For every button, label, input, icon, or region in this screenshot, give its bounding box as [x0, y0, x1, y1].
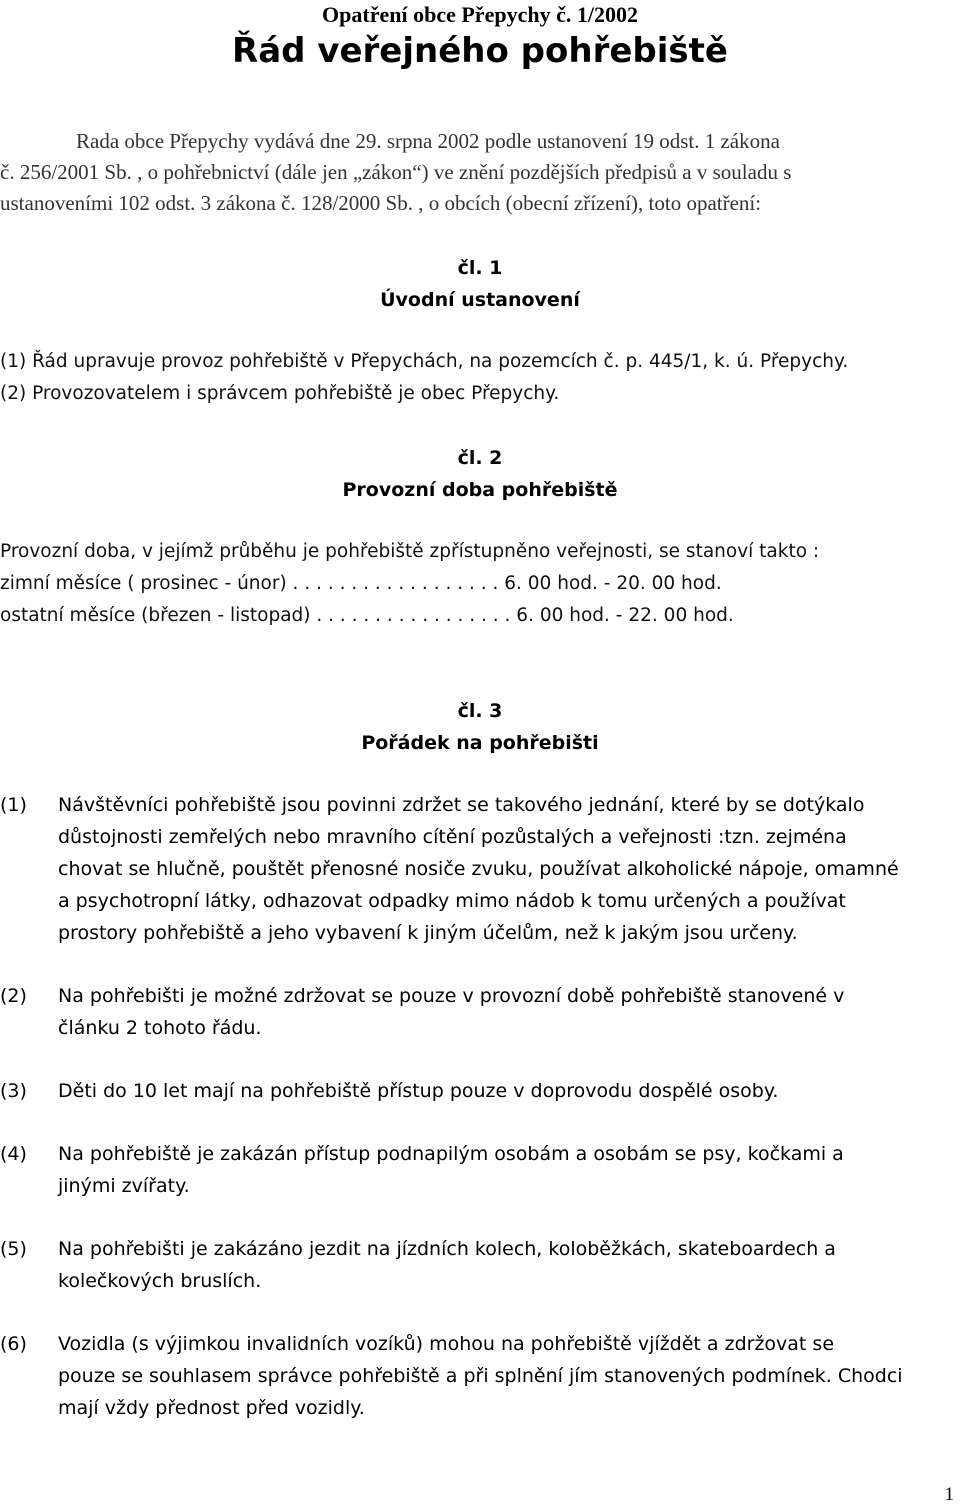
page-number: 1: [944, 1484, 954, 1505]
schedule-row-other: ostatní měsíce (březen - listopad) . . . . . . . . . . . . . . . . . 6. 00 hod. - 22. 00 hod.: [0, 605, 734, 626]
item-number: (6): [0, 1333, 27, 1355]
article-2-heading: Provozní doba pohřebiště: [342, 479, 618, 501]
item-line: prostory pohřebiště a jeho vybavení k jiným účelům, než k jakým jsou určeny.: [58, 922, 798, 944]
item-line: jinými zvířaty.: [58, 1175, 190, 1197]
item-number: (4): [0, 1143, 27, 1165]
article-3-heading: Pořádek na pohřebišti: [361, 732, 599, 754]
item-line: článku 2 tohoto řádu.: [58, 1017, 262, 1039]
item-number: (5): [0, 1238, 27, 1260]
item-line: a psychotropní látky, odhazovat odpadky mimo nádob k tomu určených a používat: [58, 890, 846, 912]
item-line: chovat se hlučně, pouštět přenosné nosiče zvuku, používat alkoholické nápoje, omamné: [58, 858, 899, 880]
article-2-intro: Provozní doba, v jejímž průběhu je pohřebiště zpřístupněno veřejnosti, se stanoví takto :: [0, 541, 820, 562]
item-line: Vozidla (s výjimkou invalidních vozíků) mohou na pohřebiště vjíždět a zdržovat se: [58, 1333, 835, 1355]
item-line: Na pohřebišti je možné zdržovat se pouze v provozní době pohřebiště stanovené v: [58, 985, 845, 1007]
article-1-label: čl. 1: [457, 257, 503, 279]
item-number: (2): [0, 985, 27, 1007]
article-1-paragraph-1: (1) Řád upravuje provoz pohřebiště v Přepychách, na pozemcích č. p. 445/1, k. ú. Přepychy.: [0, 351, 849, 372]
article-3-label: čl. 3: [457, 700, 503, 722]
document-title: Řád veřejného pohřebiště: [232, 31, 728, 71]
article-2-label: čl. 2: [457, 447, 503, 469]
item-line: důstojnosti zemřelých nebo mravního cítění pozůstalých a veřejnosti :tzn. zejména: [58, 826, 847, 848]
item-number: (3): [0, 1080, 27, 1102]
item-line: Návštěvníci pohřebiště jsou povinni zdržet se takového jednání, které by se dotýkalo: [58, 794, 865, 816]
preamble-line: č. 256/2001 Sb. , o pohřebnictví (dále jen „zákon“) ve znění pozdějších předpisů a v souladu s: [0, 160, 792, 184]
schedule-row-winter: zimní měsíce ( prosinec - únor) . . . . . . . . . . . . . . . . . . 6. 00 hod. - 20. 00 hod.: [0, 573, 722, 594]
preamble-line: Rada obce Přepychy vydává dne 29. srpna 2002 podle ustanovení 19 odst. 1 zákona: [76, 129, 780, 153]
item-number: (1): [0, 794, 27, 816]
item-line: pouze se souhlasem správce pohřebiště a při splnění jím stanovených podmínek. Chodci: [58, 1365, 903, 1387]
preamble: [0, 126, 960, 219]
item-line: Děti do 10 let mají na pohřebiště přístup pouze v doprovodu dospělé osoby.: [58, 1080, 779, 1102]
article-1-heading: Úvodní ustanovení: [380, 289, 580, 311]
preamble-line: ustanoveními 102 odst. 3 zákona č. 128/2000 Sb. , o obcích (obecní zřízení), toto opatření:: [0, 191, 762, 215]
article-1-paragraph-2: (2) Provozovatelem i správcem pohřebiště je obec Přepychy.: [0, 383, 560, 404]
item-line: mají vždy přednost před vozidly.: [58, 1397, 365, 1419]
item-line: Na pohřebiště je zakázán přístup podnapilým osobám a osobám se psy, kočkami a: [58, 1143, 844, 1165]
document-subtitle: Opatření obce Přepychy č. 1/2002: [322, 2, 638, 27]
item-line: kolečkových bruslích.: [58, 1270, 262, 1292]
item-line: Na pohřebišti je zakázáno jezdit na jízdních kolech, koloběžkách, skateboardech a: [58, 1238, 836, 1260]
